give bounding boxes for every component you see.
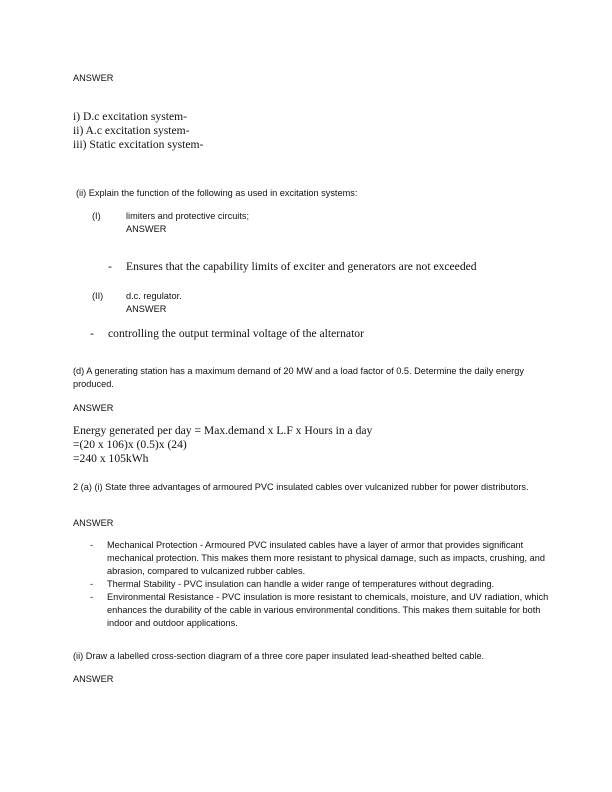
dash-bullet: - — [90, 540, 94, 550]
question-2a-ii: (ii) Draw a labelled cross-section diagram of a three core paper insulated lead-sheathed belted cable. — [73, 651, 485, 661]
answer-heading-2: ANSWER — [126, 224, 167, 234]
advantages-list — [90, 539, 550, 630]
advantage-environmental-resistance: Environmental Resistance - PVC insulation is more resistant to chemicals, moisture, and UV radiation, which enhances the durability of the cable in various environmental conditions. This makes them suitable for both indoor and outdoor applications. — [107, 592, 549, 628]
advantage-thermal-stability: Thermal Stability - PVC insulation can handle a wider range of temperatures without degrading. — [107, 579, 495, 589]
list-item — [90, 578, 550, 591]
list-item — [90, 591, 550, 630]
answer-heading-3: ANSWER — [126, 304, 167, 314]
list-item — [90, 539, 550, 578]
question-2a-i: 2 (a) (i) State three advantages of armoured PVC insulated cables over vulcanized rubber for power distributors. — [73, 482, 529, 492]
excitation-system-item: i) D.c excitation system- — [73, 110, 187, 123]
energy-calc-line: =240 x 105kWh — [73, 452, 149, 465]
answer-heading-5: ANSWER — [73, 518, 114, 528]
excitation-system-item: ii) A.c excitation system- — [73, 124, 190, 137]
energy-calc-line: =(20 x 106)x (0.5)x (24) — [73, 438, 187, 451]
question-d: (d) A generating station has a maximum demand of 20 MW and a load factor of 0.5. Determine the daily energy produced. — [73, 366, 524, 389]
dash-bullet: - — [90, 592, 94, 602]
question-ii: (ii) Explain the function of the following as used in excitation systems: — [76, 188, 358, 198]
dash-bullet: - — [90, 579, 94, 589]
item-i-number: (I) — [92, 211, 101, 221]
excitation-system-item: iii) Static excitation system- — [73, 138, 204, 151]
item-ii-number: (II) — [92, 291, 104, 301]
answer-heading-6: ANSWER — [73, 674, 114, 684]
dash-bullet: - — [90, 327, 94, 340]
item-ii-title: d.c. regulator. — [126, 291, 182, 301]
answer-heading-4: ANSWER — [73, 403, 114, 413]
item-i-title: limiters and protective circuits; — [126, 211, 250, 221]
energy-calc-line: Energy generated per day = Max.demand x L.F x Hours in a day — [73, 424, 373, 437]
item-i-answer: Ensures that the capability limits of exciter and generators are not exceeded — [126, 260, 477, 273]
advantage-mechanical-protection: Mechanical Protection - Armoured PVC insulated cables have a layer of armor that provides significant mechanical protection. This makes them more resistant to physical damage, such as impacts, crushing, and abrasion, compared to vulcanized rubber cables. — [107, 540, 545, 576]
answer-heading-1: ANSWER — [73, 73, 114, 83]
item-ii-answer: controlling the output terminal voltage of the alternator — [108, 327, 364, 340]
dash-bullet: - — [108, 260, 112, 273]
